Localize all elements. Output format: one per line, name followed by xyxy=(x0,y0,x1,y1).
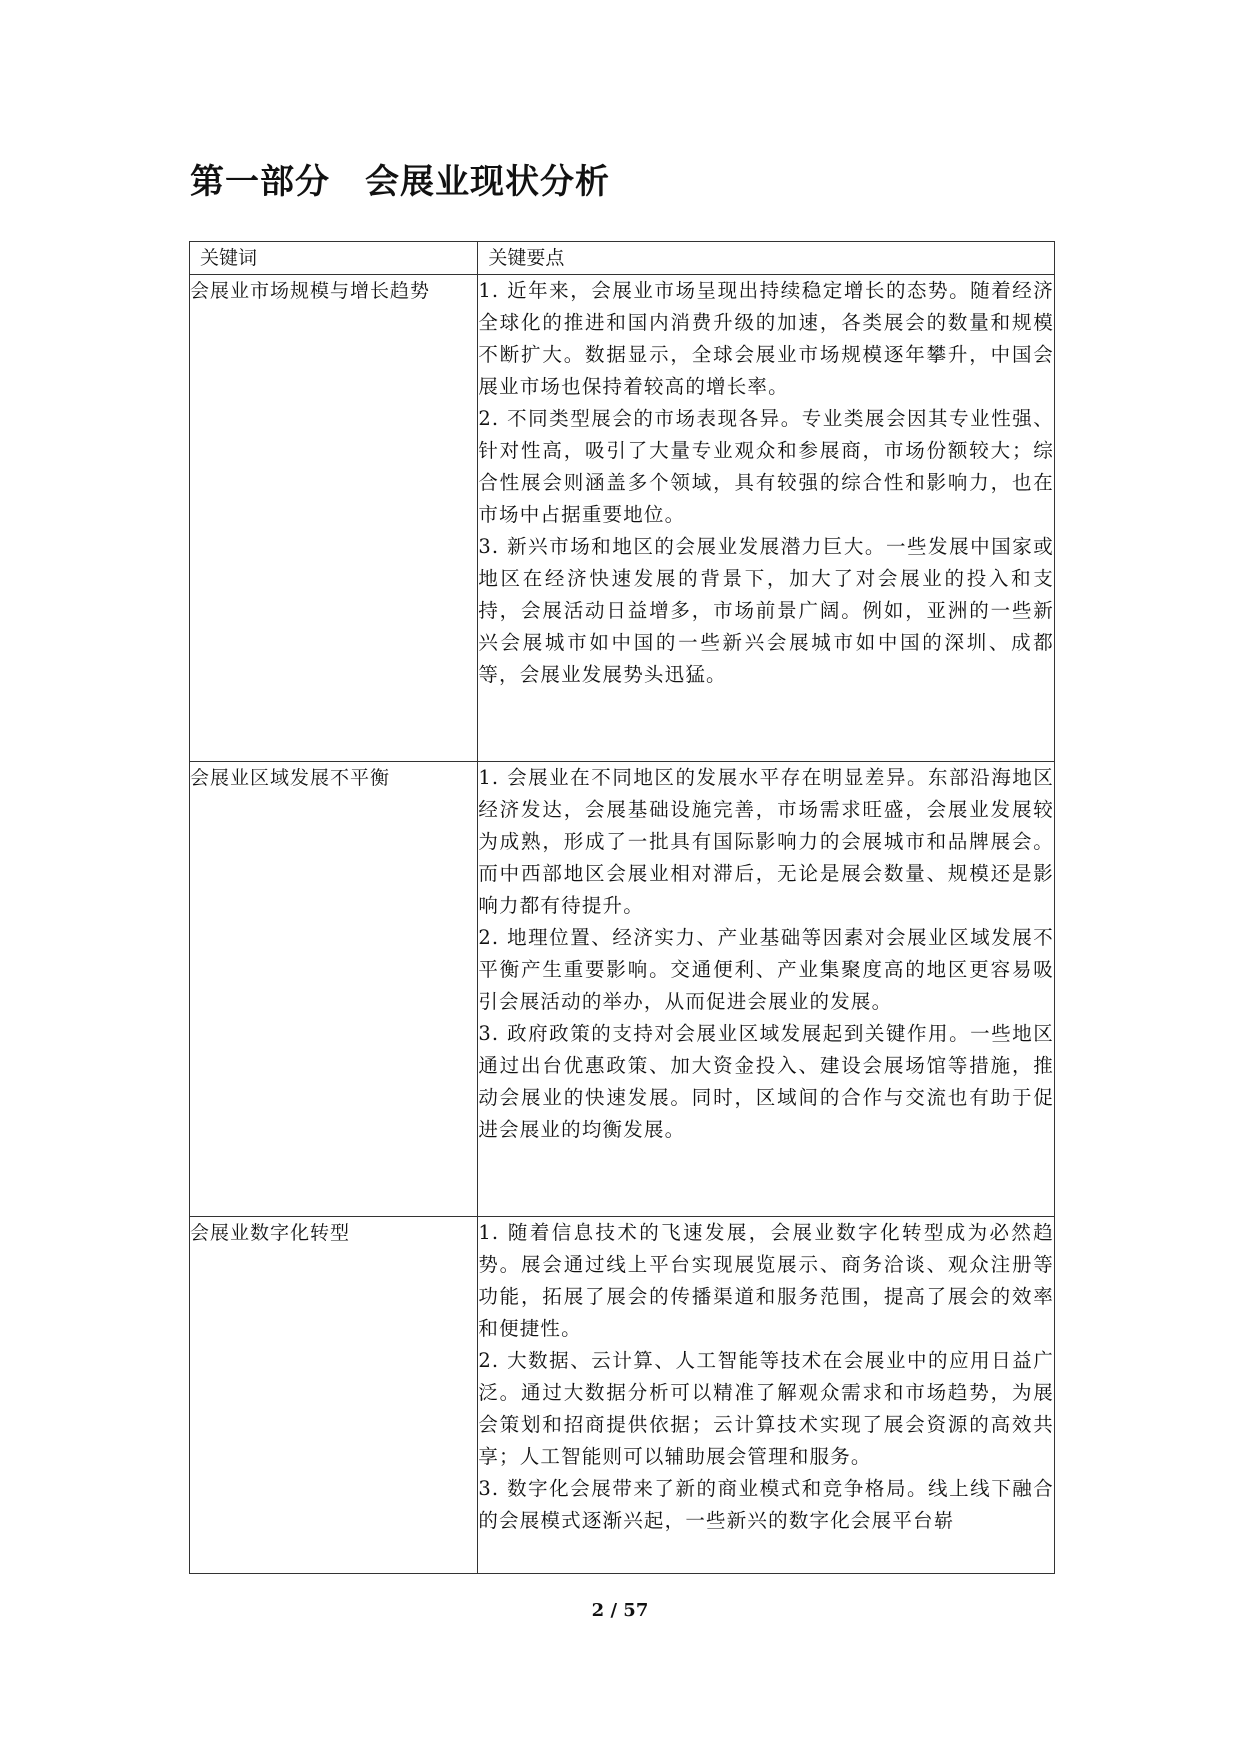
key-point: 1. 近年来，会展业市场呈现出持续稳定增长的态势。随着经济全球化的推进和国内消费升级的加速，各类展会的数量和规模不断扩大。数据显示，全球会展业市场规模逐年攀升，中国会展业市场也保持着较高的增长率。 xyxy=(478,279,1054,398)
row-keyword: 会展业数字化转型 xyxy=(190,1217,478,1574)
table-row xyxy=(190,1217,1055,1574)
key-point: 3. 新兴市场和地区的会展业发展潜力巨大。一些发展中国家或地区在经济快速发展的背景下，加大了对会展业的投入和支持，会展活动日益增多，市场前景广阔。例如，亚洲的一些新兴会展城市如中国的一些新兴会展城市如中国的深圳、成都等，会展业发展势头迅猛。 xyxy=(478,535,1054,686)
table-row xyxy=(190,762,1055,1217)
header-keyword: 关键词 xyxy=(190,242,478,275)
key-point: 2. 地理位置、经济实力、产业基础等因素对会展业区域发展不平衡产生重要影响。交通便利、产业集聚度高的地区更容易吸引会展活动的举办，从而促进会展业的发展。 xyxy=(478,926,1054,1013)
row-keyword: 会展业市场规模与增长趋势 xyxy=(190,275,478,762)
table-header-row xyxy=(190,242,1055,275)
key-point: 2. 不同类型展会的市场表现各异。专业类展会因其专业性强、针对性高，吸引了大量专业观众和参展商，市场份额较大；综合性展会则涵盖多个领域，具有较强的综合性和影响力，也在市场中占据重要地位。 xyxy=(478,407,1054,526)
page-number: 2 / 57 xyxy=(591,1600,649,1621)
page-title: 第一部分 会展业现状分析 xyxy=(190,162,610,202)
key-point: 2. 大数据、云计算、人工智能等技术在会展业中的应用日益广泛。通过大数据分析可以精准了解观众需求和市场趋势，为展会策划和招商提供依据；云计算技术实现了展会资源的高效共享；人工智能则可以辅助展会管理和服务。 xyxy=(478,1349,1054,1468)
key-points-table xyxy=(189,241,1055,1574)
row-keyword: 会展业区域发展不平衡 xyxy=(190,762,478,1217)
row-key-points xyxy=(478,762,1055,1217)
row-key-points xyxy=(478,1217,1055,1574)
key-point: 1. 会展业在不同地区的发展水平存在明显差异。东部沿海地区经济发达，会展基础设施完善，市场需求旺盛，会展业发展较为成熟，形成了一批具有国际影响力的会展城市和品牌展会。而中西部地区会展业相对滞后，无论是展会数量、规模还是影响力都有待提升。 xyxy=(478,766,1054,917)
key-point: 3. 政府政策的支持对会展业区域发展起到关键作用。一些地区通过出台优惠政策、加大资金投入、建设会展场馆等措施，推动会展业的快速发展。同时，区域间的合作与交流也有助于促进会展业的均衡发展。 xyxy=(478,1022,1054,1141)
table-row xyxy=(190,275,1055,762)
key-point: 1. 随着信息技术的飞速发展，会展业数字化转型成为必然趋势。展会通过线上平台实现展览展示、商务洽谈、观众注册等功能，拓展了展会的传播渠道和服务范围，提高了展会的效率和便捷性。 xyxy=(478,1221,1054,1340)
key-point: 3. 数字化会展带来了新的商业模式和竞争格局。线上线下融合的会展模式逐渐兴起，一些新兴的数字化会展平台崭 xyxy=(478,1477,1054,1532)
row-key-points xyxy=(478,275,1055,762)
header-key-points: 关键要点 xyxy=(478,242,1055,275)
